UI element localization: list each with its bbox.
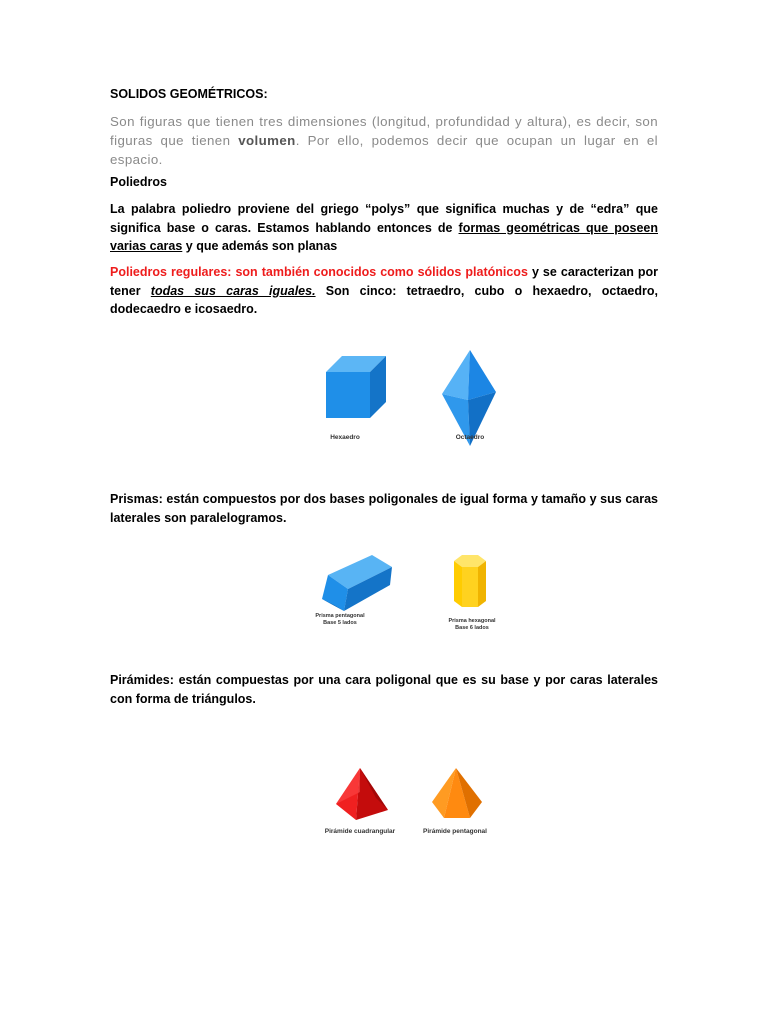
intro-paragraph <box>110 112 658 169</box>
figure-pyramids <box>320 762 520 824</box>
poliedros-underlined: formas geométricas que poseen varias caras <box>110 220 658 253</box>
caption-prisma-pentagonal <box>305 613 375 626</box>
intro-after: . Por ello, podemos decir que ocupan un lugar en el espacio. <box>110 133 658 167</box>
intro-bold-volumen: volumen <box>238 133 296 148</box>
pentagonal-prism-icon <box>322 555 392 611</box>
poliedros-paragraph <box>110 200 658 256</box>
regulares-red: Poliedros regulares: son también conocidos como sólidos platónicos <box>110 265 528 279</box>
regulares-paragraph <box>110 263 658 319</box>
caption-piramide-pentagonal: Pirámide pentagonal <box>423 828 487 835</box>
octahedron-icon <box>442 350 496 446</box>
piramides-paragraph: Pirámides: están compuestas por una cara poligonal que es su base y por caras laterales con forma de triángulos. <box>110 673 658 706</box>
caption-prisma-pentagonal-line2: Base 5 lados <box>323 619 357 626</box>
caption-prisma-hexagonal-line1: Prisma hexagonal <box>448 618 496 624</box>
poliedros-after: y que además son planas <box>182 239 338 253</box>
figure-prisms <box>300 545 540 615</box>
caption-piramide-cuadrangular: Pirámide cuadrangular <box>324 828 396 835</box>
page-title: SOLIDOS GEOMÉTRICOS: <box>110 87 268 101</box>
regulares-mid: y se caracterizan por tener <box>110 265 658 298</box>
caption-prisma-pentagonal-line1: Prisma pentagonal <box>315 613 365 619</box>
prismas-paragraph: Prismas: están compuestos por dos bases poligonales de igual forma y tamaño y sus caras laterales son paralelogramos. <box>110 492 658 525</box>
intro-before: Son figuras que tienen tres dimensiones (longitud, profundidad y altura), es decir, son figuras que tienen <box>110 114 658 148</box>
square-pyramid-icon <box>336 768 388 820</box>
hexahedron-icon <box>326 356 386 418</box>
pentagonal-pyramid-icon <box>432 768 482 818</box>
hexagonal-prism-icon <box>454 555 486 607</box>
caption-octaedro: Octaedro <box>455 434 485 441</box>
regulares-after: Son cinco: tetraedro, cubo o hexaedro, octaedro, dodecaedro e icosaedro. <box>110 283 658 316</box>
poliedros-heading: Poliedros <box>110 175 167 189</box>
regulares-underlined-italic: todas sus caras iguales. <box>150 283 316 298</box>
poliedros-before: La palabra poliedro proviene del griego “polys” que significa muchas y de “edra” que significa base o caras. Estamos hablando entonces de <box>110 202 658 235</box>
caption-prisma-hexagonal-line2: Base 6 lados <box>455 624 489 631</box>
caption-hexaedro: Hexaedro <box>330 434 360 441</box>
caption-prisma-hexagonal <box>437 618 507 631</box>
